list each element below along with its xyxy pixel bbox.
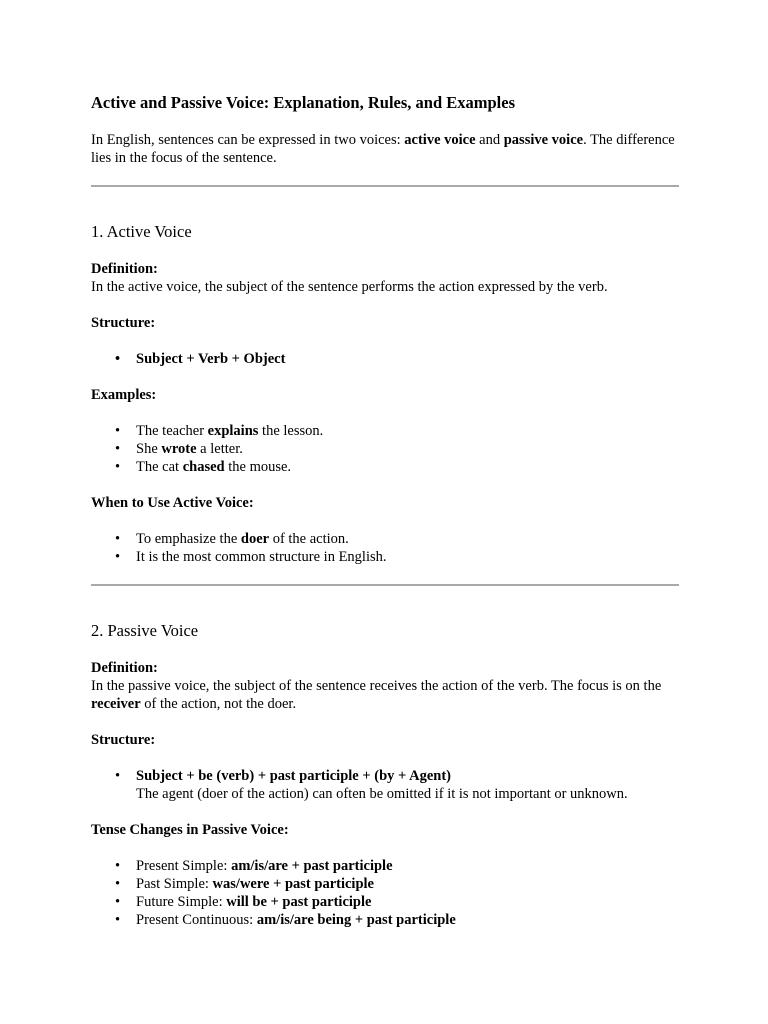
- tense-name: Present Continuous:: [136, 912, 257, 928]
- list-item: • Subject + Verb + Object: [136, 350, 679, 368]
- section-divider: [91, 584, 679, 586]
- passive-definition-label: Definition:: [91, 660, 158, 676]
- passive-tense-label: Tense Changes in Passive Voice:: [91, 822, 289, 838]
- usage-text: of the action.: [269, 531, 349, 547]
- active-definition-label: Definition:: [91, 261, 158, 277]
- tense-formula: will be + past participle: [226, 894, 372, 910]
- list-item: [136, 422, 679, 440]
- tense-formula: am/is/are being + past participle: [256, 912, 456, 928]
- passive-tense-list: [91, 857, 679, 929]
- list-item: [136, 767, 679, 803]
- list-item: [136, 893, 679, 911]
- document-content: [91, 93, 679, 929]
- passive-definition-text-end: of the action, not the doer.: [140, 696, 297, 712]
- passive-structure-label: Structure:: [91, 732, 156, 748]
- example-text: She: [136, 441, 162, 457]
- example-text: a letter.: [196, 441, 243, 457]
- passive-structure-formula: Subject + be (verb) + past participle + (by + Agent): [136, 768, 451, 784]
- list-item: [136, 911, 679, 929]
- intro-bold-active: active voice: [404, 132, 476, 148]
- active-voice-heading: 1. Active Voice: [91, 222, 192, 241]
- usage-bold: doer: [240, 531, 270, 547]
- intro-text-3: . The difference lies in the focus of the sentence.: [91, 132, 675, 166]
- list-item: [136, 530, 679, 548]
- active-structure-label: Structure:: [91, 315, 156, 331]
- example-verb: explains: [207, 423, 259, 439]
- passive-definition-text: In the passive voice, the subject of the sentence receives the action of the verb. The focus is on the: [91, 678, 662, 694]
- tense-name: Future Simple:: [136, 894, 227, 910]
- tense-formula: was/were + past participle: [212, 876, 374, 892]
- passive-voice-heading: 2. Passive Voice: [91, 621, 199, 640]
- document-title: Active and Passive Voice: Explanation, Rules, and Examples: [91, 93, 516, 112]
- example-verb: wrote: [161, 441, 197, 457]
- list-item: [136, 548, 679, 566]
- active-examples-label: Examples:: [91, 387, 157, 403]
- usage-text: To emphasize the: [136, 531, 241, 547]
- active-when-list: [91, 530, 679, 566]
- active-examples-list: [91, 422, 679, 476]
- tense-name: Past Simple:: [136, 876, 213, 892]
- list-item: [136, 857, 679, 875]
- example-text: the lesson.: [258, 423, 324, 439]
- usage-text: It is the most common structure in English.: [136, 549, 387, 565]
- intro-text-2: and: [475, 132, 504, 148]
- list-item: [136, 875, 679, 893]
- active-definition-text: In the active voice, the subject of the sentence performs the action expressed by the verb.: [91, 279, 608, 295]
- intro-bold-passive: passive voice: [503, 132, 584, 148]
- active-definition: [91, 260, 679, 296]
- intro-paragraph: [91, 131, 679, 167]
- example-text: the mouse.: [224, 459, 292, 475]
- list-item: [136, 440, 679, 458]
- passive-structure-list: [91, 767, 679, 803]
- section-divider: [91, 185, 679, 187]
- example-text: The teacher: [136, 423, 208, 439]
- list-item: [136, 458, 679, 476]
- tense-formula: am/is/are + past participle: [231, 858, 393, 874]
- passive-definition-bold: receiver: [91, 696, 141, 712]
- tense-name: Present Simple:: [136, 858, 232, 874]
- active-structure-list: [91, 350, 679, 368]
- example-verb: chased: [182, 459, 225, 475]
- passive-definition: [91, 659, 679, 713]
- passive-structure-note: The agent (doer of the action) can often be omitted if it is not important or unknown.: [136, 786, 628, 802]
- intro-text-1: In English, sentences can be expressed in two voices:: [91, 132, 405, 148]
- example-text: The cat: [136, 459, 183, 475]
- active-when-label: When to Use Active Voice:: [91, 495, 254, 511]
